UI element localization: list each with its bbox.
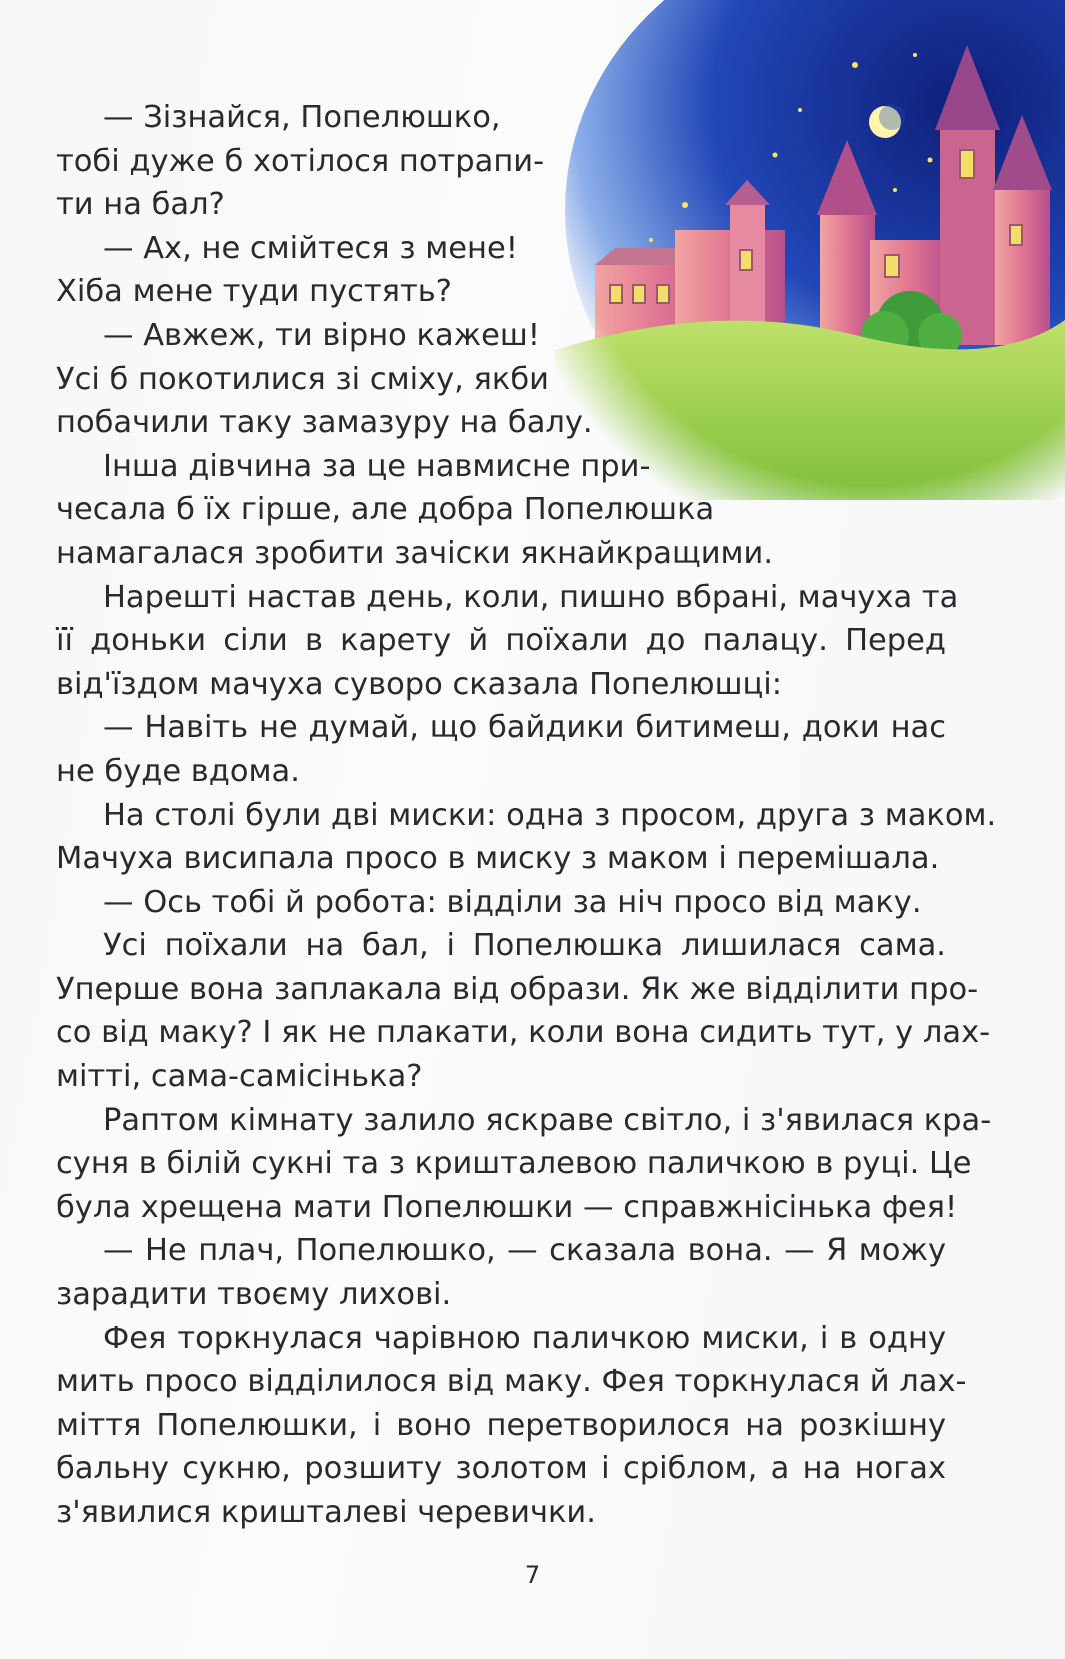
text-line: со від маку? І як не плакати, коли вона сидить тут, у лах- [56, 1015, 991, 1051]
text-line: мить просо відділилося від маку. Фея торкнулася й лах- [56, 1364, 967, 1400]
text-line: тобі дуже б хотілося потрапи- [56, 143, 545, 179]
text-line: На столі були дві миски: одна з просом, друга з маком. [103, 797, 997, 833]
text-line: бальну сукню, розшиту золотом і сріблом, а на ногах [56, 1451, 946, 1487]
text-line: Фея торкнулася чарівною паличкою миски, і в одну [103, 1320, 946, 1356]
text-line: від'їздом мачуха суворо сказала Попелюшці: [56, 666, 782, 702]
text-line: — Зізнайся, Попелюшко, [103, 100, 501, 135]
text-line: — Авжеж, ти вірно кажеш! [103, 317, 541, 353]
text-line: чесала б їх гірше, але добра Попелюшка [56, 492, 715, 528]
text-line: була хрещена мати Попелюшки — справжнісінька фея! [56, 1189, 958, 1225]
page-number: 7 [524, 1561, 541, 1589]
text-line: побачили таку замазуру на балу. [56, 405, 593, 441]
text-line: міття Попелюшки, і воно перетворилося на розкішну [56, 1407, 946, 1443]
text-line: Нарешті настав день, коли, пишно вбрані, мачуха та [103, 579, 959, 615]
story-text [56, 96, 997, 1535]
text-line: Раптом кімнату залило яскраве світло, і з'явилася кра- [103, 1102, 992, 1138]
text-line: — Навіть не думай, що байдики битимеш, доки нас [103, 710, 946, 746]
text-line: зарадити твоєму лихові. [56, 1277, 452, 1313]
text-line: з'явилися кришталеві черевички. [56, 1495, 596, 1530]
text-line: Інша дівчина за це навмисне при- [103, 448, 651, 484]
text-line: Усі поїхали на бал, і Попелюшка лишилася сама. [103, 928, 946, 964]
text-line: Хіба мене туди пустять? [56, 274, 452, 310]
text-line: суня в білій сукні та з кришталевою паличкою в руці. Це [56, 1146, 972, 1182]
text-line: — Ось тобі й робота: відділи за ніч просо від маку. [103, 884, 922, 920]
text-line: Уперше вона заплакала від образи. Як же відділити про- [56, 971, 979, 1007]
text-line: не буде вдома. [56, 753, 300, 789]
text-line: ти на бал? [56, 187, 225, 223]
text-line: мітті, сама-самісінька? [56, 1059, 423, 1095]
text-line: — Ах, не смійтеся з мене! [103, 230, 518, 266]
text-line: Мачуха висипала просо в миску з маком і перемішала. [56, 841, 940, 877]
text-line: її доньки сіли в карету й поїхали до палацу. Перед [56, 623, 946, 659]
text-line: намагалася зробити зачіски якнайкращими. [56, 535, 774, 571]
text-line: Усі б покотилися зі сміху, якби [56, 361, 549, 397]
text-line: — Не плач, Попелюшко, — сказала вона. — Я можу [103, 1233, 946, 1269]
